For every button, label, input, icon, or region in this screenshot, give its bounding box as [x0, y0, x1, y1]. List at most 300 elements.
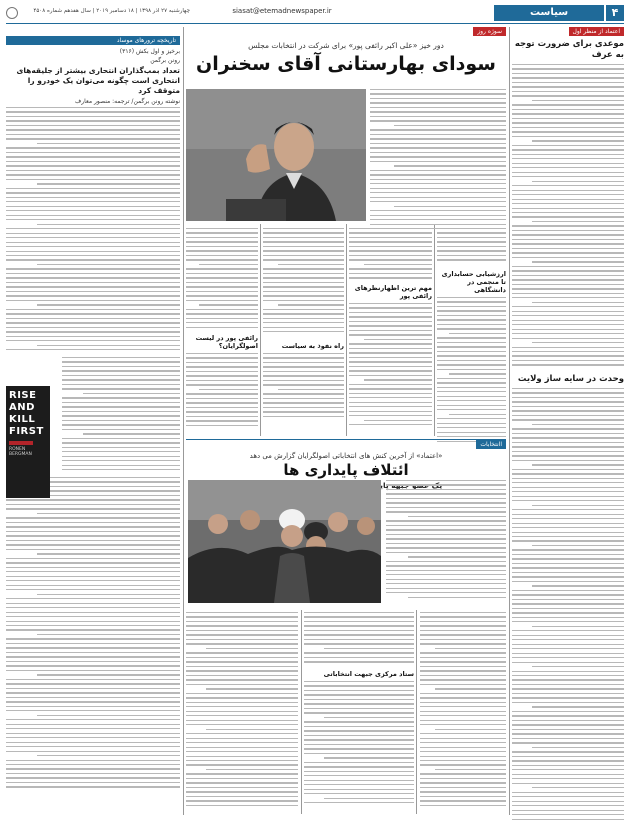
- body-text-line: [324, 798, 414, 799]
- body-text-line: [186, 268, 258, 269]
- body-text-line: [512, 86, 624, 87]
- body-text-line: [435, 648, 506, 649]
- body-text-line: [6, 174, 180, 175]
- body-text-line: [186, 416, 258, 417]
- body-text-line: [263, 228, 344, 229]
- body-text-line: [512, 270, 624, 271]
- body-text-line: [186, 634, 298, 635]
- book-author: RONEN BERGMAN: [9, 447, 32, 457]
- body-text-line: [6, 201, 180, 202]
- lead-kicker: سوژه روز: [473, 27, 506, 36]
- body-text-line: [437, 232, 506, 233]
- body-text-line: [304, 735, 414, 736]
- body-text-line: [263, 268, 344, 269]
- body-text-line: [186, 661, 298, 662]
- body-text-line: [186, 277, 258, 278]
- body-text-line: [6, 549, 180, 550]
- body-text-line: [6, 327, 180, 328]
- body-text-line: [512, 410, 624, 411]
- body-text-line: [437, 391, 506, 392]
- body-text-line: [6, 246, 180, 247]
- body-text-line: [186, 711, 298, 712]
- body-text-line: [512, 621, 624, 622]
- body-text-line: [186, 666, 298, 667]
- column-divider: [416, 610, 417, 814]
- body-text-line: [532, 706, 624, 707]
- body-text-line: [512, 742, 624, 743]
- lead-subhead-2: مهم ترین اظهارنظرهای رائفی پور: [354, 284, 432, 300]
- editorial-body-2: [512, 388, 624, 820]
- body-text-line: [512, 500, 624, 501]
- body-text-line: [512, 783, 624, 784]
- body-text-line: [394, 206, 506, 207]
- body-text-line: [386, 579, 506, 580]
- body-text-line: [6, 746, 180, 747]
- body-text-line: [386, 493, 506, 494]
- body-text-line: [186, 684, 298, 685]
- body-text-line: [370, 188, 506, 189]
- body-text-line: [512, 446, 624, 447]
- body-text-line: [386, 543, 506, 544]
- body-text-line: [6, 318, 180, 319]
- body-text-line: [420, 720, 506, 721]
- body-text-line: [370, 170, 506, 171]
- body-text-line: [386, 592, 506, 593]
- body-text-line: [386, 498, 506, 499]
- lead-subhead-4: ارزشیابی حسابداری تا منجمی در دانشگاهی: [441, 270, 506, 294]
- body-text-line: [349, 316, 432, 317]
- body-text-line: [512, 527, 624, 528]
- body-text-line: [420, 693, 506, 694]
- body-text-line: [512, 297, 624, 298]
- body-text-line: [420, 643, 506, 644]
- body-text-line: [304, 694, 414, 695]
- body-text-line: [420, 697, 506, 698]
- body-text-line: [512, 428, 624, 429]
- body-text-line: [324, 757, 414, 758]
- body-text-line: [6, 665, 180, 666]
- body-text-line: [437, 342, 506, 343]
- body-text-line: [437, 364, 506, 365]
- body-text-line: [263, 416, 344, 417]
- body-text-line: [532, 585, 624, 586]
- body-text-line: [386, 583, 506, 584]
- site-address[interactable]: siasat@etemadnewspaper.ir: [232, 7, 332, 15]
- body-text-line: [437, 246, 506, 247]
- body-text-line: [512, 487, 624, 488]
- body-text-line: [6, 517, 180, 518]
- body-text-line: [263, 277, 344, 278]
- body-text-line: [186, 362, 258, 363]
- body-text-line: [512, 419, 624, 420]
- body-text-line: [6, 156, 180, 157]
- body-text-line: [6, 629, 180, 630]
- body-text-line: [6, 152, 180, 153]
- body-text-line: [437, 355, 506, 356]
- lead-column-2: [437, 228, 506, 449]
- body-text-line: [420, 675, 506, 676]
- body-text-line: [62, 397, 180, 398]
- body-text-line: [6, 161, 180, 162]
- body-text-line: [437, 328, 506, 329]
- body-text-line: [186, 371, 258, 372]
- body-text-line: [420, 742, 506, 743]
- body-text-line: [304, 616, 414, 617]
- body-text-line: [349, 321, 432, 322]
- left-headline[interactable]: تعداد بمب‌گذاران انتحاری بیشتر از جلیقه‌های انتحاری است چگونه می‌توان یک خودرو را متوقف کرد: [16, 66, 180, 95]
- body-text-line: [6, 625, 180, 626]
- body-text-line: [512, 617, 624, 618]
- body-text-line: [437, 387, 506, 388]
- body-text-line: [6, 120, 180, 121]
- body-text-line: [512, 702, 624, 703]
- body-text-line: [532, 181, 624, 182]
- body-text-line: [512, 612, 624, 613]
- body-text-line: [186, 327, 258, 328]
- body-text-line: [532, 464, 624, 465]
- body-text-line: [370, 156, 506, 157]
- body-text-line: [186, 393, 258, 394]
- body-text-line: [349, 277, 432, 278]
- body-text-line: [512, 473, 624, 474]
- lead-headline[interactable]: سودای بهارستانی آقای سخنران: [196, 53, 496, 75]
- body-text-line: [532, 100, 624, 101]
- body-text-line: [370, 116, 506, 117]
- body-text-line: [37, 513, 180, 514]
- body-text-line: [304, 703, 414, 704]
- body-text-line: [532, 747, 624, 748]
- body-text-line: [349, 237, 432, 238]
- body-text-line: [6, 125, 180, 126]
- body-text-line: [304, 685, 414, 686]
- body-text-line: [6, 612, 180, 613]
- body-text-line: [349, 384, 432, 385]
- body-text-line: [349, 402, 432, 403]
- body-text-line: [6, 313, 180, 314]
- body-text-line: [6, 116, 180, 117]
- body-text-line: [349, 241, 432, 242]
- body-text-line: [186, 693, 298, 694]
- body-text-line: [6, 683, 180, 684]
- body-text-line: [512, 697, 624, 698]
- body-text-line: [512, 397, 624, 398]
- body-text-line: [62, 388, 180, 389]
- body-text-line: [6, 535, 180, 536]
- body-text-line: [6, 255, 180, 256]
- second-kicker: اانتخابات: [476, 440, 506, 449]
- body-text-line: [6, 170, 180, 171]
- body-text-line: [349, 268, 432, 269]
- lead-column-4: [263, 228, 344, 423]
- body-text-line: [512, 536, 624, 537]
- body-text-line: [420, 612, 506, 613]
- body-text-line: [512, 558, 624, 559]
- body-text-line: [512, 711, 624, 712]
- body-text-line: [6, 647, 180, 648]
- body-text-line: [263, 300, 344, 301]
- body-text-line: [186, 282, 258, 283]
- body-text-line: [437, 427, 506, 428]
- body-text-line: [263, 250, 344, 251]
- body-text-line: [512, 158, 624, 159]
- body-text-line: [37, 553, 180, 554]
- body-text-line: [6, 782, 180, 783]
- body-text-line: [186, 366, 258, 367]
- body-text-line: [37, 143, 180, 144]
- body-text-line: [6, 751, 180, 752]
- series-label: برخیز و اول بکش (۳۱۶): [119, 48, 180, 55]
- body-text-line: [37, 594, 180, 595]
- body-text-line: [37, 755, 180, 756]
- body-text-line: [512, 145, 624, 146]
- body-text-line: [199, 264, 258, 265]
- body-text-line: [420, 666, 506, 667]
- body-text-line: [62, 366, 180, 367]
- body-text-line: [370, 120, 506, 121]
- body-text-line: [449, 373, 506, 374]
- body-text-line: [6, 277, 180, 278]
- body-text-line: [420, 751, 506, 752]
- body-text-line: [386, 529, 506, 530]
- body-text-line: [186, 621, 298, 622]
- body-text-line: [83, 393, 180, 394]
- body-text-line: [199, 389, 258, 390]
- body-text-line: [408, 516, 506, 517]
- body-text-line: [532, 221, 624, 222]
- body-text-line: [512, 243, 624, 244]
- body-text-line: [512, 756, 624, 757]
- body-text-line: [6, 638, 180, 639]
- body-text-line: [512, 796, 624, 797]
- body-text-line: [304, 657, 414, 658]
- body-text-line: [6, 728, 180, 729]
- body-text-line: [420, 652, 506, 653]
- body-text-line: [6, 742, 180, 743]
- body-text-line: [420, 661, 506, 662]
- body-text-line: [512, 320, 624, 321]
- body-text-line: [186, 300, 258, 301]
- body-text-line: [437, 409, 506, 410]
- body-text-line: [186, 232, 258, 233]
- body-text-line: [420, 760, 506, 761]
- body-text-line: [263, 380, 344, 381]
- body-text-line: [370, 192, 506, 193]
- body-text-line: [186, 295, 258, 296]
- body-text-line: [349, 255, 432, 256]
- body-text-line: [420, 733, 506, 734]
- body-text-line: [263, 291, 344, 292]
- body-text-line: [186, 286, 258, 287]
- body-text-line: [37, 345, 180, 346]
- body-text-line: [512, 594, 624, 595]
- body-text-line: [263, 246, 344, 247]
- body-text-line: [512, 176, 624, 177]
- body-text-line: [186, 715, 298, 716]
- body-text-line: [420, 706, 506, 707]
- body-text-line: [512, 127, 624, 128]
- body-text-line: [304, 612, 414, 613]
- body-text-line: [186, 228, 258, 229]
- body-text-line: [532, 424, 624, 425]
- body-text-line: [370, 111, 506, 112]
- body-text-line: [420, 670, 506, 671]
- body-text-line: [6, 237, 180, 238]
- body-text-line: [512, 185, 624, 186]
- body-text-line: [437, 378, 506, 379]
- body-text-line: [304, 748, 414, 749]
- body-text-line: [186, 652, 298, 653]
- body-text-line: [186, 738, 298, 739]
- book-title-line-3: KILL: [9, 414, 36, 425]
- body-text-line: [263, 273, 344, 274]
- body-text-line: [304, 789, 414, 790]
- body-text-line: [186, 259, 258, 260]
- body-text-line: [186, 756, 298, 757]
- body-text-line: [6, 652, 180, 653]
- body-text-line: [6, 710, 180, 711]
- body-text-line: [263, 282, 344, 283]
- body-text-line: [263, 353, 344, 354]
- body-text-line: [420, 657, 506, 658]
- body-text-line: [532, 261, 624, 262]
- body-text-line: [386, 561, 506, 562]
- body-text-line: [437, 360, 506, 361]
- body-text-line: [62, 456, 180, 457]
- body-text-line: [6, 706, 180, 707]
- body-text-line: [206, 769, 298, 770]
- body-text-line: [437, 405, 506, 406]
- body-text-line: [6, 589, 180, 590]
- body-text-line: [62, 451, 180, 452]
- body-text-line: [6, 129, 180, 130]
- body-text-line: [512, 279, 624, 280]
- body-text-line: [386, 538, 506, 539]
- second-column-2: [420, 612, 506, 812]
- body-text-line: [304, 625, 414, 626]
- body-text-line: [186, 273, 258, 274]
- body-text-line: [512, 509, 624, 510]
- body-text-line: [449, 414, 506, 415]
- body-text-line: [512, 203, 624, 204]
- body-text-line: [186, 375, 258, 376]
- body-text-line: [6, 558, 180, 559]
- body-text-line: [512, 523, 624, 524]
- body-text-line: [512, 599, 624, 600]
- body-text-line: [304, 699, 414, 700]
- body-text-line: [437, 301, 506, 302]
- body-text-line: [186, 724, 298, 725]
- body-text-line: [263, 309, 344, 310]
- body-text-line: [6, 228, 180, 229]
- body-text-line: [420, 764, 506, 765]
- body-text-line: [370, 224, 506, 225]
- body-text-line: [304, 793, 414, 794]
- body-text-line: [437, 315, 506, 316]
- body-text-line: [6, 540, 180, 541]
- body-text-line: [263, 402, 344, 403]
- body-text-line: [186, 630, 298, 631]
- body-text-line: [6, 598, 180, 599]
- body-text-line: [6, 692, 180, 693]
- body-text-line: [370, 102, 506, 103]
- body-text-line: [512, 540, 624, 541]
- header-rule: [6, 23, 624, 24]
- body-text-line: [186, 787, 298, 788]
- body-text-line: [263, 407, 344, 408]
- body-text-line: [6, 764, 180, 765]
- body-text-line: [6, 349, 180, 350]
- body-text-line: [512, 288, 624, 289]
- body-text-line: [304, 784, 414, 785]
- body-text-line: [512, 311, 624, 312]
- body-text-line: [263, 362, 344, 363]
- second-headline[interactable]: ائتلاف پایداری ها: [283, 461, 409, 479]
- body-text-line: [512, 554, 624, 555]
- book-title-line-1: RISE: [9, 390, 37, 401]
- body-text-line: [349, 415, 432, 416]
- body-text-line: [394, 165, 506, 166]
- body-text-line: [512, 805, 624, 806]
- body-text-line: [37, 183, 180, 184]
- body-text-line: [263, 313, 344, 314]
- body-text-line: [304, 766, 414, 767]
- body-text-line: [512, 406, 624, 407]
- body-text-line: [349, 232, 432, 233]
- body-text-line: [364, 379, 432, 380]
- body-text-line: [186, 353, 258, 354]
- body-text-line: [62, 370, 180, 371]
- body-text-line: [512, 590, 624, 591]
- body-text-line: [6, 576, 180, 577]
- body-text-line: [420, 747, 506, 748]
- body-text-line: [206, 648, 298, 649]
- body-text-line: [437, 237, 506, 238]
- body-text-line: [6, 242, 180, 243]
- body-text-line: [263, 241, 344, 242]
- body-text-line: [370, 201, 506, 202]
- body-text-line: [304, 690, 414, 691]
- body-text-line: [6, 111, 180, 112]
- body-text-line: [6, 219, 180, 220]
- body-text-line: [532, 787, 624, 788]
- body-text-line: [263, 232, 344, 233]
- body-text-line: [512, 360, 624, 361]
- body-text-line: [532, 302, 624, 303]
- body-text-line: [437, 259, 506, 260]
- body-text-line: [186, 800, 298, 801]
- body-text-line: [512, 455, 624, 456]
- body-text-line: [420, 791, 506, 792]
- body-text-line: [37, 674, 180, 675]
- body-text-line: [62, 402, 180, 403]
- body-text-line: [186, 782, 298, 783]
- body-text-line: [512, 563, 624, 564]
- body-text-line: [512, 208, 624, 209]
- body-text-line: [420, 639, 506, 640]
- body-text-line: [349, 411, 432, 412]
- group-illustration: [188, 480, 381, 603]
- body-text-line: [263, 327, 344, 328]
- body-text-line: [6, 291, 180, 292]
- body-text-line: [349, 312, 432, 313]
- body-text-line: [437, 423, 506, 424]
- body-text-line: [186, 246, 258, 247]
- body-text-line: [512, 491, 624, 492]
- body-text-line: [370, 210, 506, 211]
- body-text-line: [324, 648, 414, 649]
- body-text-line: [6, 188, 180, 189]
- body-text-line: [6, 719, 180, 720]
